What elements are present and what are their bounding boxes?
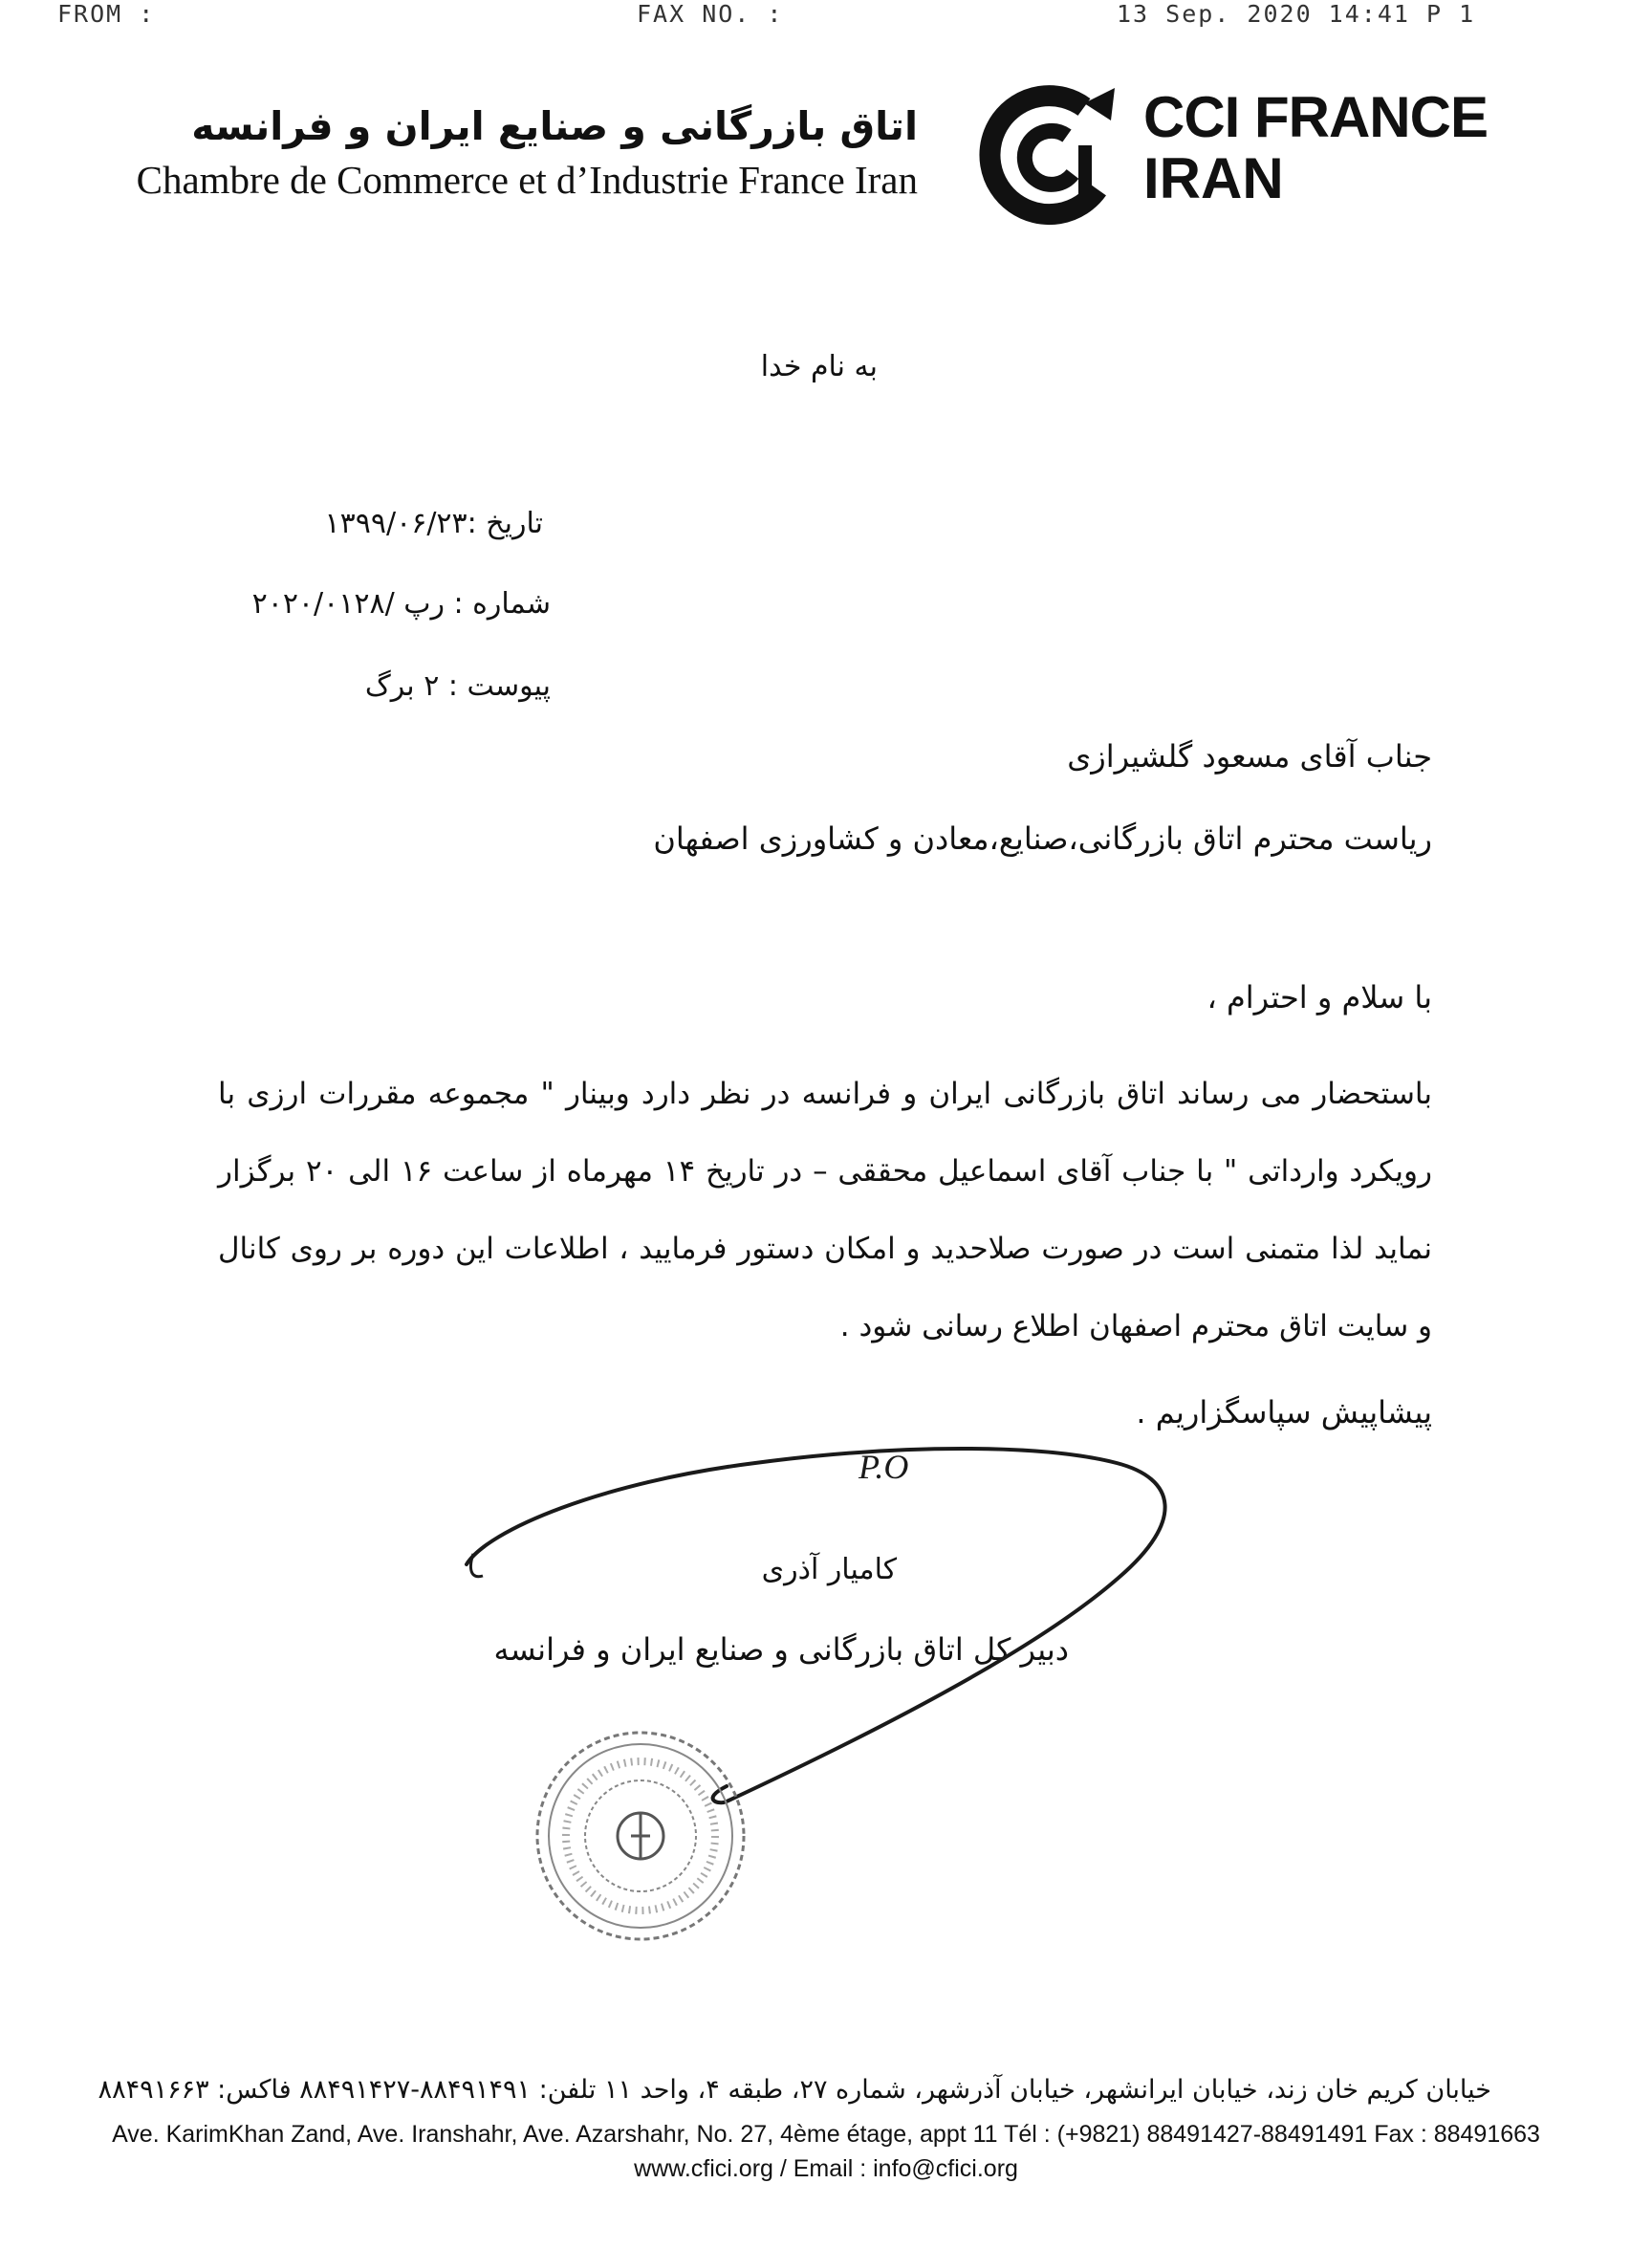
footer-web-email: www.cfici.org / Email : info@cfici.org	[634, 2155, 1018, 2182]
signatory-title: دبیر کل اتاق بازرگانی و صنایع ایران و فرانسه	[493, 1631, 1069, 1668]
footer-address-persian: خیابان کریم خان زند، خیابان ایرانشهر، خیابان آذرشهر، شماره ۲۷، طبقه ۴، واحد ۱۱ تلفن: ۸۸۴۹۱۴۹۱-۸۸۴۹۱۴۲۷ فاکس: ۸۸۴۹۱۶۶۳	[98, 2075, 1491, 2105]
logo-text-line2: IRAN	[1143, 146, 1284, 210]
logo-text-line1: CCI FRANCE	[1143, 85, 1488, 149]
basmala-heading: به نام خدا	[760, 350, 878, 383]
official-seal-icon	[526, 1721, 755, 1951]
fax-from-label: FROM :	[57, 0, 156, 28]
cci-logo-icon	[971, 75, 1134, 237]
recipient-title: ریاست محترم اتاق بازرگانی،صنایع،معادن و کشاورزی اصفهان	[653, 820, 1432, 857]
fax-datetime: 13 Sep. 2020 14:41 P 1	[1117, 0, 1476, 28]
letter-body: باستحضار می رساند اتاق بازرگانی ایران و فرانسه در نظر دارد وبینار " مجموعه مقررات ارزی با رویکرد وارداتی " با جناب آقای اسماعیل محققی – در تاریخ ۱۴ مهرماه از ساعت ۱۶ الی ۲۰ برگزار نماید لذا متمنی است در صورت صلاحدید و امکان دستور فرمایید ، اطلاعات این دوره بر روی کانال و سایت اتاق محترم اصفهان اطلاع رسانی شود .	[218, 1077, 1432, 1343]
letter-greeting: با سلام و احترام ،	[1206, 979, 1432, 1015]
footer-address-french: Ave. KarimKhan Zand, Ave. Iranshahr, Ave. Azarshahr, No. 27, 4ème étage, appt 11 Tél : (+9821) 88491427-88491491 Fax : 88491663	[112, 2121, 1540, 2148]
letter-date: تاریخ :۱۳۹۹/۰۶/۲۳	[324, 507, 543, 540]
letterhead-name-french: Chambre de Commerce et d’Industrie France Iran	[136, 158, 918, 202]
signatory-name: کامیار آذری	[761, 1553, 897, 1586]
letter-closing: پیشاپیش سپاسگزاریم .	[1136, 1394, 1432, 1430]
letterhead-name-persian: اتاق بازرگانی و صنایع ایران و فرانسه	[191, 103, 918, 149]
letter-number: شماره : رپ /۲۰۲۰/۰۱۲۸	[251, 587, 551, 621]
letter-attachment: پیوست : ۲ برگ	[364, 669, 551, 703]
fax-number-label: FAX NO. :	[637, 0, 784, 28]
recipient-name: جناب آقای مسعود گلشیرازی	[1067, 738, 1432, 775]
svg-text:P.O: P.O	[859, 1448, 909, 1486]
